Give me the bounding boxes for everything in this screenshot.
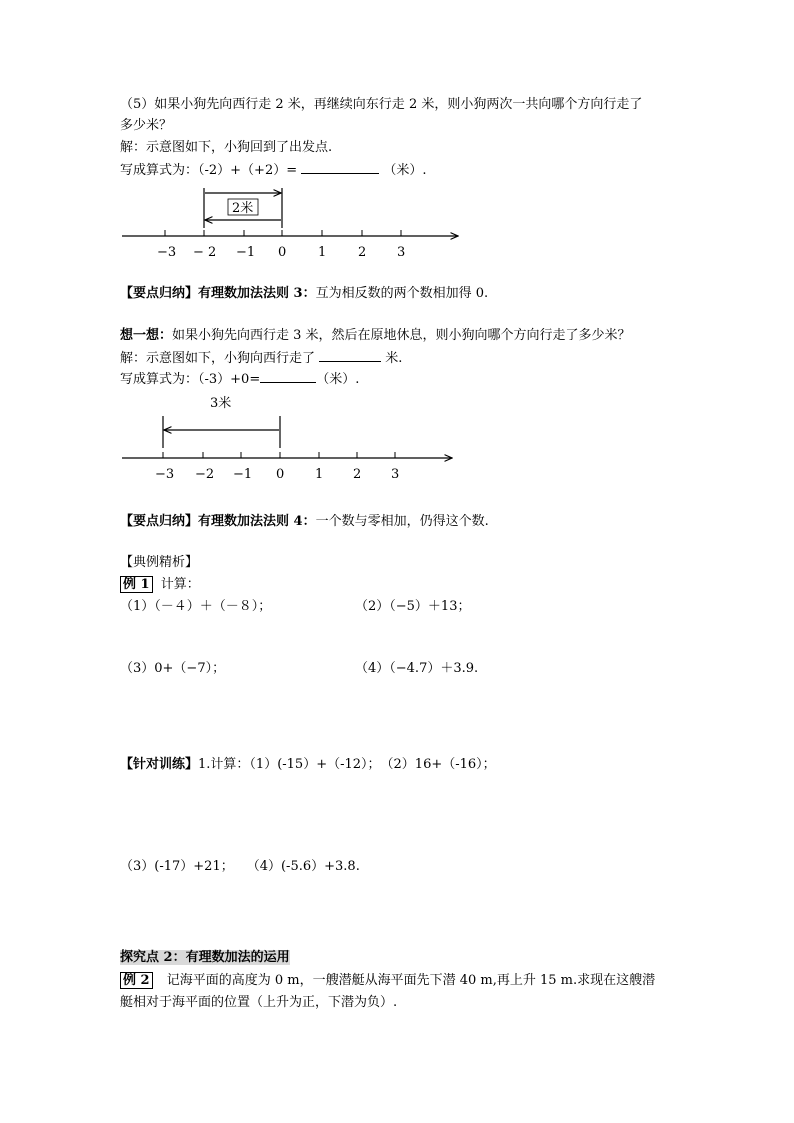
rule4-tag: 【要点归纳】有理数加法法则 4： bbox=[120, 514, 316, 529]
tick-label: −1 bbox=[233, 467, 253, 482]
tick-label: −2 bbox=[195, 467, 215, 482]
ex1-heading bbox=[120, 576, 200, 594]
q5-line2: 多少米？ bbox=[120, 118, 173, 133]
examples-header: 【典例精析】 bbox=[120, 555, 199, 570]
arrow-label: 3米 bbox=[210, 396, 232, 411]
training-text: 1.计算：（1）(-15）+（-12）； （2）16+（-16）； bbox=[198, 757, 496, 772]
ex2-text: 记海平面的高度为 0 m，一艘潜艇从海平面先下潜 40 m,再上升 15 m.求现在这艘潜 bbox=[166, 973, 656, 988]
q5-formula-prefix: 写成算式为：（-2）+（+2）= bbox=[120, 163, 298, 178]
tick-label: 0 bbox=[276, 467, 285, 482]
ex1-part2: （2）（−5）＋13； bbox=[355, 599, 471, 614]
ex2-tag: 例 2 bbox=[120, 972, 153, 989]
think-solution-suffix: 米. bbox=[385, 351, 403, 366]
ex1-text: 计算： bbox=[160, 577, 200, 592]
tick-label: 3 bbox=[391, 467, 400, 482]
q5-solution: 解：示意图如下，小狗回到了出发点. bbox=[120, 140, 333, 155]
training-line1 bbox=[120, 756, 496, 774]
rule3-tag: 【要点归纳】有理数加法法则 3： bbox=[120, 286, 316, 301]
ex1-part1: （1）（－４）＋（－８）； bbox=[120, 599, 272, 614]
ex1-part4: （4）（−4.7）＋3.9. bbox=[355, 661, 479, 676]
explore2-label bbox=[120, 949, 290, 967]
rule3-text: 互为相反数的两个数相加得 0. bbox=[315, 286, 489, 301]
rule4 bbox=[120, 513, 489, 531]
rule4-text: 一个数与零相加，仍得这个数. bbox=[315, 514, 489, 529]
tick-label: 1 bbox=[318, 245, 327, 260]
think-text: 如果小狗先向西行走 3 米，然后在原地休息，则小狗向哪个方向行走了多少米？ bbox=[172, 328, 631, 343]
arrow-label: 2米 bbox=[232, 201, 254, 216]
tick-label: 2 bbox=[353, 467, 362, 482]
think-title: 想一想： bbox=[120, 328, 173, 343]
q5-line1: （5）如果小狗先向西行走 2 米，再继续向东行走 2 米，则小狗两次一共向哪个方向行走了 bbox=[120, 97, 643, 112]
tick-label: −3 bbox=[155, 467, 175, 482]
training-tag: 【针对训练】 bbox=[120, 757, 199, 772]
think-solution-prefix: 解：示意图如下，小狗向西行走了 bbox=[120, 351, 316, 366]
tick-label: −3 bbox=[157, 245, 177, 260]
tick-label: − 2 bbox=[193, 245, 217, 260]
tick-label: 1 bbox=[315, 467, 324, 482]
q5-formula-suffix: （米）. bbox=[383, 163, 427, 178]
think-formula-prefix: 写成算式为：（-3）+0= bbox=[120, 372, 261, 387]
ex2-line2: 艇相对于海平面的位置（上升为正，下潜为负）. bbox=[120, 995, 398, 1010]
ex1-tag: 例 1 bbox=[120, 576, 153, 593]
think-formula-suffix: （米）. bbox=[316, 372, 360, 387]
ex2-line1 bbox=[120, 972, 655, 990]
explore2-text: 探究点 2：有理数加法的运用 bbox=[120, 950, 290, 965]
tick-label: 2 bbox=[358, 245, 367, 260]
tick-label: −1 bbox=[236, 245, 256, 260]
tick-label: 0 bbox=[278, 245, 287, 260]
ex1-part3: （3）0+（−7）； bbox=[120, 661, 226, 676]
training-line2: （3）(-17）+21； （4）(-5.6）+3.8. bbox=[120, 859, 360, 874]
tick-label: 3 bbox=[397, 245, 406, 260]
